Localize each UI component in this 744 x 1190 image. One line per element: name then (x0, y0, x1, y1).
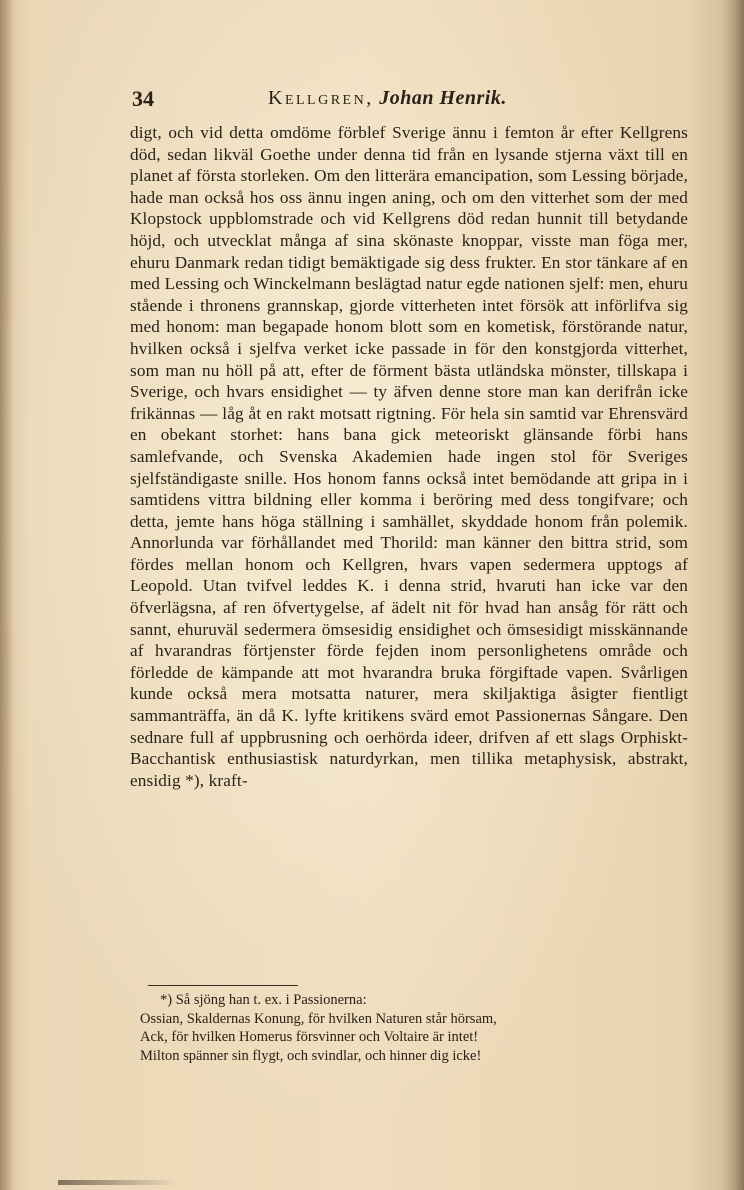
footnote-line: Milton spänner sin flygt, och svindlar, och hinner dig icke! (140, 1047, 482, 1064)
spine-shadow (0, 0, 14, 1190)
page-stain (58, 1180, 178, 1185)
footnote-rule (148, 985, 298, 986)
running-head-title (268, 87, 507, 110)
running-head-name: Johan Henrik. (379, 87, 507, 109)
page-number: 34 (132, 86, 154, 111)
running-header (132, 86, 688, 116)
footnote-line: Ossian, Skaldernas Konung, för hvilken Naturen står hörsam, (140, 1010, 497, 1027)
running-head-author: Kellgren, (268, 87, 374, 109)
footnote-line: *) Så sjöng han t. ex. i Passionerna: (160, 992, 367, 1008)
footnote-line: Ack, för hvilken Homerus försvinner och Voltaire är intet! (140, 1029, 479, 1046)
page-edge (722, 0, 744, 1190)
footnote (140, 991, 660, 1065)
body-text: digt, och vid detta omdöme förblef Sverige ännu i femton år efter Kellgrens död, sedan likväl Goethe under denna tid från en lysande stjerna växt till en planet af första storleken. Om den litterära emancipation, som Lessing började, hade man också hos oss ännu ingen aning, och om den vitterhet som der med Klopstock uppblomstrade och vid Kellgrens död redan hunnit till betydande höjd, och utvecklat många af sina skönaste knoppar, visste man föga mer, ehuru Danmark redan tidigt bemäktigade sig dess frukter. En stor tänkare af en med Lessing och Winckelmann beslägtad natur egde nationen sjelf: men, ehuru stående i thronens grannskap, gjorde vitterheten intet försök att införlifva sig med honom: man begapade honom blott som en kometisk, förstörande natur, hvilken också i sjelfva verket icke passade in för den konstgjorda vitterhet, som man nu höll på att, efter de förment bästa utländska mönster, tillskapa i Sverige, och hvars ensidighet — ty äfven denne store man kan derifrån icke frikännas — låg åt en rakt motsatt rigtning. För hela sin samtid var Ehrensvärd en obekant storhet: hans bana gick meteoriskt glänsande förbi hans samlefvande, och Svenska Akademien hade ingen stol för Sveriges sjelfständigaste snille. Hos honom fanns också intet bemödande att gripa in i samtidens vittra bildning eller komma i beröring med dess tongifvare; och detta, jemte hans höga ställning i samhället, skyddade honom från polemik. Annorlunda var förhållandet med Thorild: man känner den bittra strid, som fördes mellan honom och Kellgren, hvars vapen sedermera upptogs af Leopold. Utan tvifvel leddes K. i denna strid, hvaruti han icke var den öfverlägsna, af ren öfvertygelse, af ädelt nit för hvad han ansåg för rätt och sannt, ehuruväl sedermera ömsesidig ensidighet och ömsesidigt misskännande af hvarandras förtjenster förde fejden inom personlighetens område och förledde de kämpande att mot hvarandra bruka förgiftade vapen. Svårligen kunde också mera motsatta naturer, mera skiljaktiga åsigter fientligt sammanträffa, än då K. lyfte kritikens svärd emot Passionernas Sångare. Den sednare full af uppbrusning och oerhörda ideer, drifven af ett slags Orphiskt-Bacchantisk enthusiastisk naturdyrkan, men tillika metaphysisk, abstrakt, ensidig *), kraft- (130, 123, 688, 790)
